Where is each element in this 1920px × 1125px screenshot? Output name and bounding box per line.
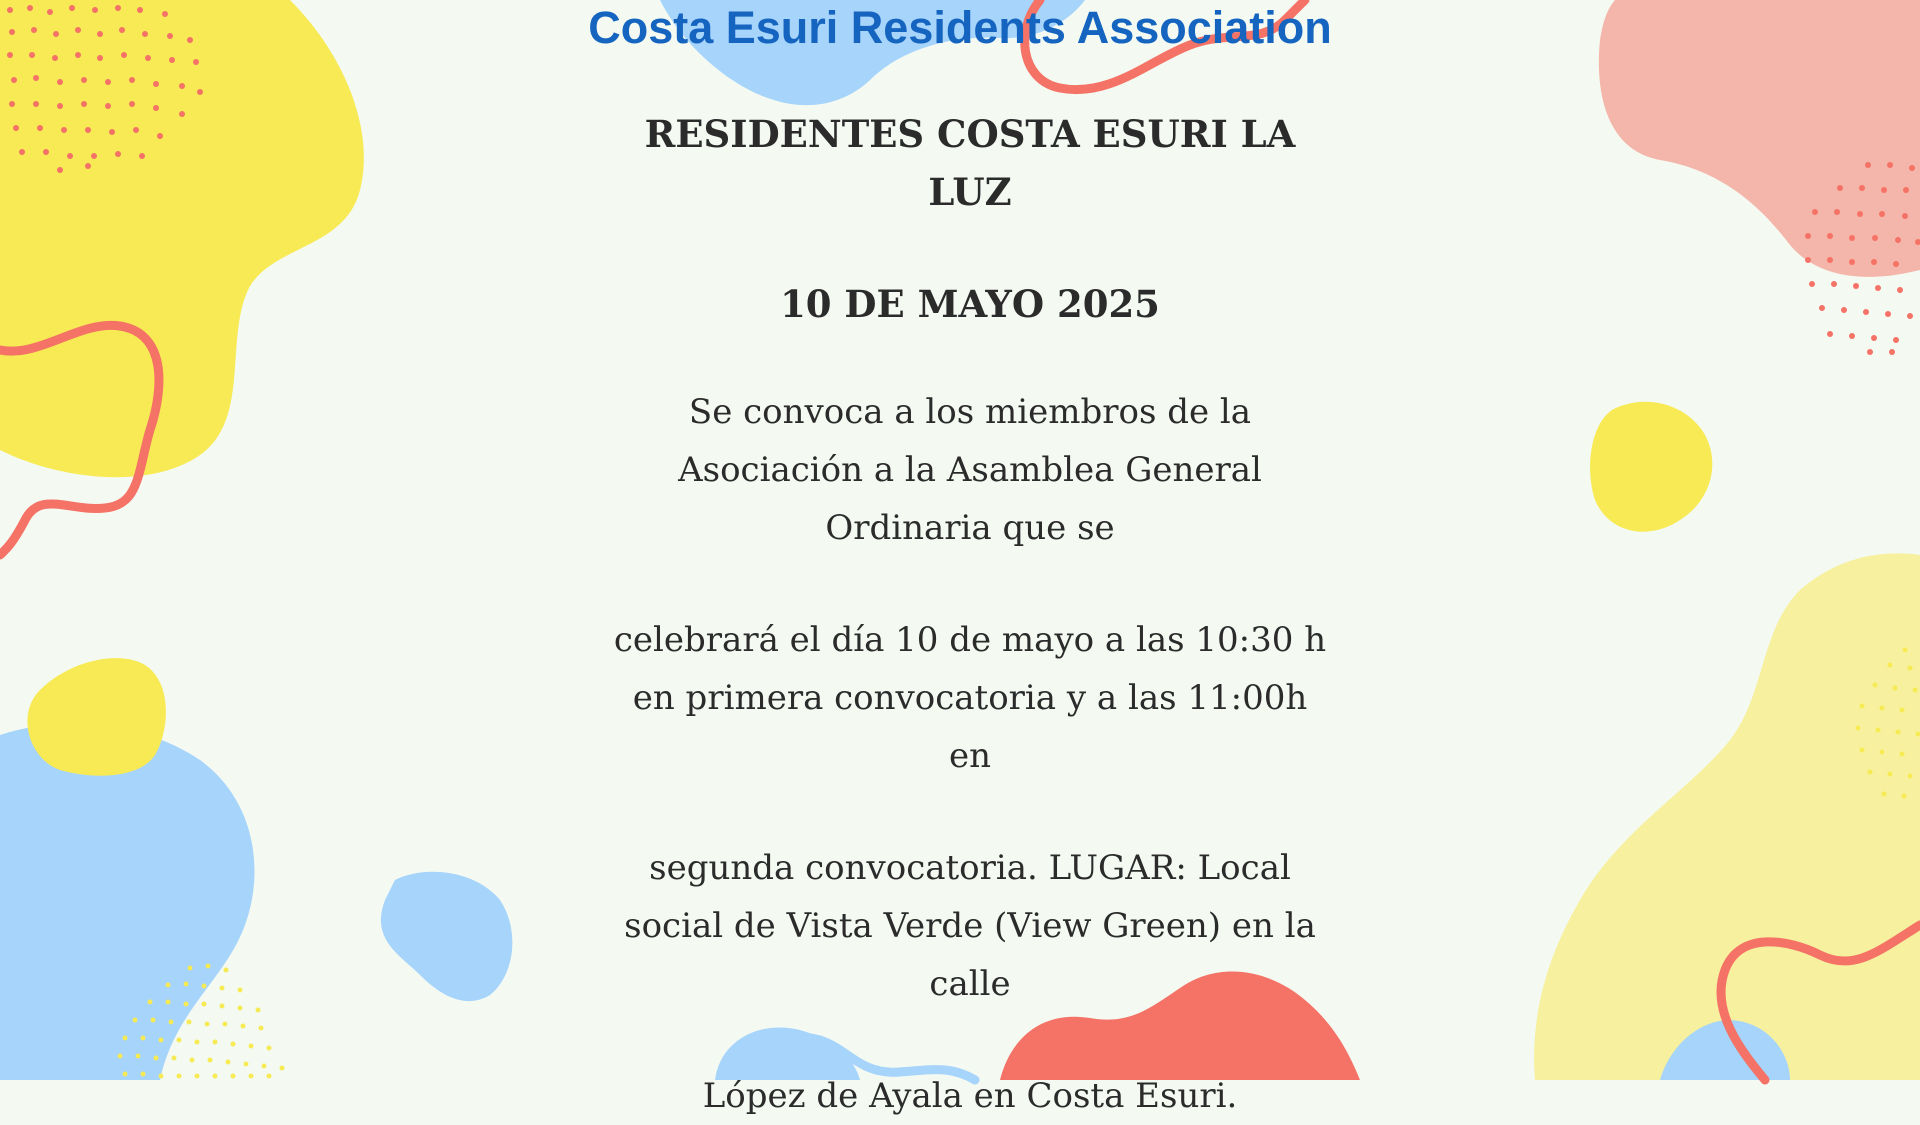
- notice-content: [610, 105, 1330, 1125]
- notice-date: 10 DE MAYO 2025: [610, 275, 1330, 333]
- notice-heading: RESIDENTES COSTA ESURI LA LUZ: [610, 105, 1330, 221]
- blue-blob-center-left: [381, 872, 512, 1001]
- yellow-blob-top-left: [0, 0, 364, 477]
- notice-paragraph-1: Se convoca a los miembros de la Asociación a la Asamblea General Ordinaria que se: [610, 383, 1330, 557]
- blue-blob-bottom-left: [0, 724, 255, 1080]
- yellow-blob-bottom-left: [27, 658, 166, 776]
- notice-paragraph-2: celebrará el día 10 de mayo a las 10:30 h en primera convocatoria y a las 11:00h en: [610, 611, 1330, 785]
- yellow-blob-right-small: [1590, 402, 1712, 532]
- association-title: Costa Esuri Residents Association: [0, 0, 1920, 56]
- notice-paragraph-3: segunda convocatoria. LUGAR: Local social de Vista Verde (View Green) en la calle: [610, 839, 1330, 1013]
- notice-paragraph-4: López de Ayala en Costa Esuri.: [610, 1067, 1330, 1125]
- pale-yellow-blob-bottom-right: [1534, 553, 1920, 1080]
